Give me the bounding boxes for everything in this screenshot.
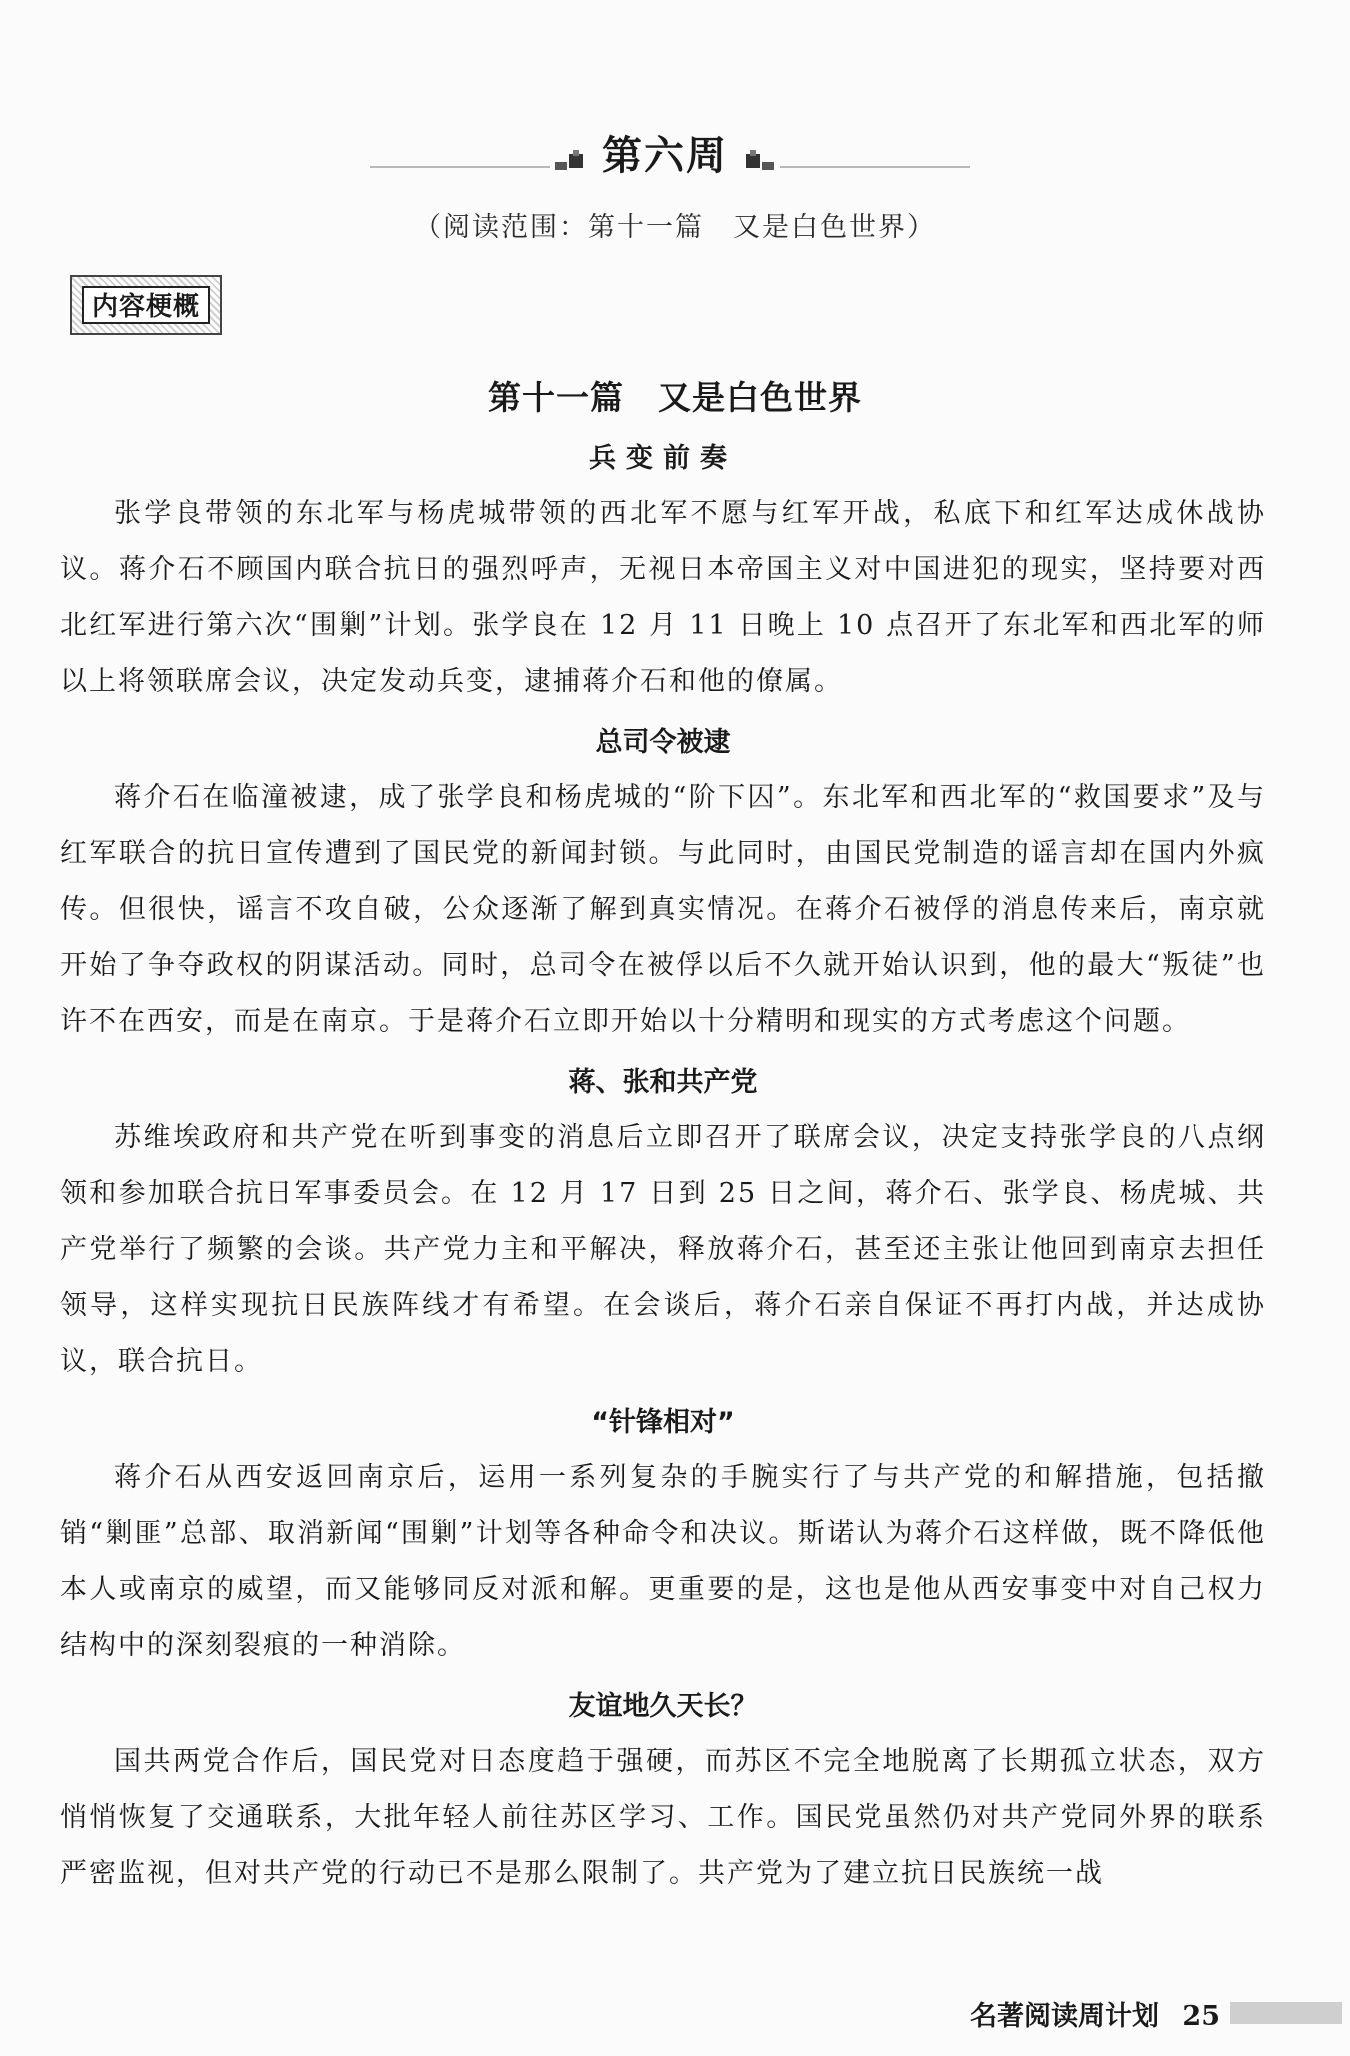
ornament-right-icon [742, 148, 776, 172]
section-paragraph: 张学良带领的东北军与杨虎城带领的西北军不愿与红军开战，私底下和红军达成休战协议。蒋介石不顾国内联合抗日的强烈呼声，无视日本帝国主义对中国进犯的现实，坚持要对西北红军进行第六次“围剿”计划。张学良在 12 月 11 日晚上 10 点召开了东北军和西北军的师以上将领联席会议，决定发动兵变，逮捕蒋介石和他的僚属。 [60, 498, 1266, 697]
article-title: 第十一篇 又是白色世界 [488, 378, 862, 417]
week-title: 第六周 [602, 132, 728, 179]
summary-badge-label: 内容梗概 [82, 286, 210, 324]
header-rule-left [370, 166, 550, 168]
section-heading: “针锋相对” [591, 1407, 735, 1438]
section-heading: 友谊地久天长？ [568, 1691, 758, 1722]
page-footer [0, 1994, 1350, 2034]
section-heading: 蒋、张和共产党 [568, 1067, 758, 1098]
section-heading: 总司令被逮 [595, 727, 731, 758]
page-number: 25 [1182, 2001, 1220, 2032]
section-heading: 兵变前奏 [589, 443, 737, 474]
book-title: 名著阅读周计划 [970, 2001, 1160, 2032]
article-body [60, 432, 1266, 1908]
section-paragraph: 苏维埃政府和共产党在听到事变的消息后立即召开了联席会议，决定支持张学良的八点纲领和参加联合抗日军事委员会。在 12 月 17 日到 25 日之间，蒋介石、张学良、杨虎城、共产党举行了频繁的会谈。共产党力主和平解决，释放蒋介石，甚至还主张让他回到南京去担任领导，这样实现抗日民族阵线才有希望。在会谈后，蒋介石亲自保证不再打内战，并达成协议，联合抗日。 [60, 1122, 1266, 1377]
summary-badge [70, 275, 222, 335]
section-paragraph: 国共两党合作后，国民党对日态度趋于强硬，而苏区不完全地脱离了长期孤立状态，双方悄悄恢复了交通联系，大批年轻人前往苏区学习、工作。国民党虽然仍对共产党同外界的联系严密监视，但对共产党的行动已不是那么限制了。共产党为了建立抗日民族统一战 [60, 1746, 1266, 1889]
section-paragraph: 蒋介石在临潼被逮，成了张学良和杨虎城的“阶下囚”。东北军和西北军的“救国要求”及与红军联合的抗日宣传遭到了国民党的新闻封锁。与此同时，由国民党制造的谣言却在国内外疯传。但很快，谣言不攻自破，公众逐渐了解到真实情况。在蒋介石被俘的消息传来后，南京就开始了争夺政权的阴谋活动。同时，总司令在被俘以后不久就开始认识到，他的最大“叛徒”也许不在西安，而是在南京。于是蒋介石立即开始以十分精明和现实的方式考虑这个问题。 [60, 782, 1266, 1037]
footer-tab [1230, 2002, 1342, 2024]
week-header [370, 118, 970, 178]
ornament-left-icon [553, 148, 587, 172]
header-rule-right [780, 166, 970, 168]
footer-book-title [970, 1994, 1220, 2033]
section-paragraph: 蒋介石从西安返回南京后，运用一系列复杂的手腕实行了与共产党的和解措施，包括撤销“剿匪”总部、取消新闻“围剿”计划等各种命令和决议。斯诺认为蒋介石这样做，既不降低他本人或南京的威望，而又能够同反对派和解。更重要的是，这也是他从西安事变中对自己权力结构中的深刻裂痕的一种消除。 [60, 1462, 1266, 1661]
reading-range: （阅读范围：第十一篇 又是白色世界） [414, 212, 936, 243]
